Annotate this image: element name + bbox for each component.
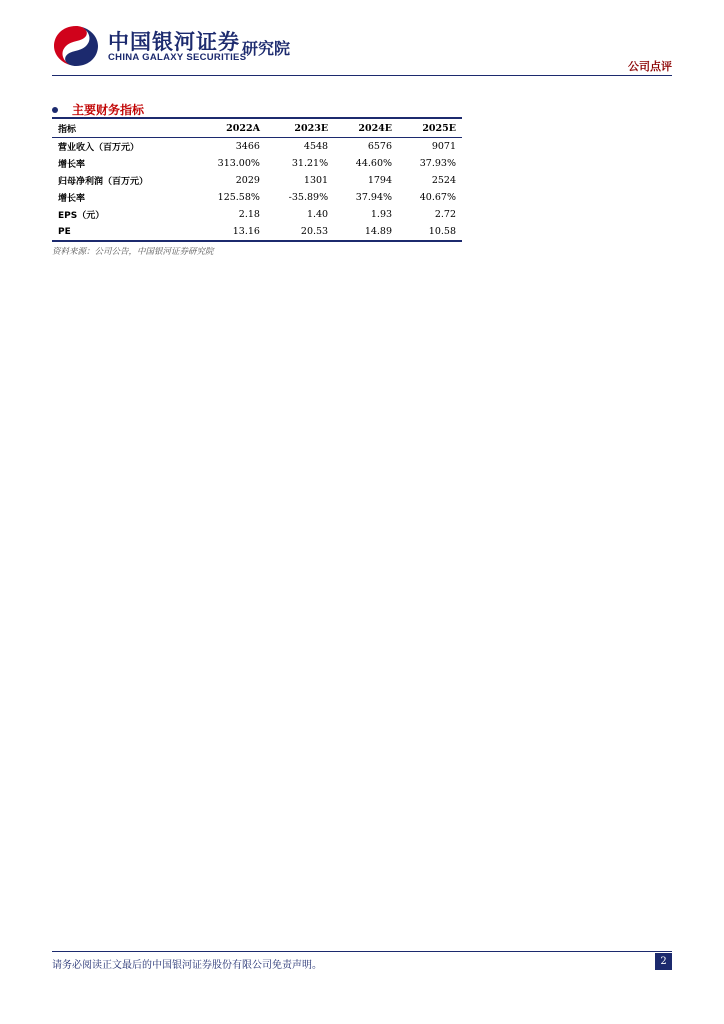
- table-cell: 125.58%: [217, 192, 260, 203]
- table-cell: 3466: [235, 141, 260, 152]
- section-heading: [52, 101, 144, 118]
- table-cell: 313.00%: [217, 158, 260, 169]
- report-type: 公司点评: [628, 60, 672, 73]
- section-title: 主要财务指标: [72, 103, 145, 117]
- table-cell: 2524: [431, 175, 456, 186]
- table-cell: 1.40: [306, 209, 329, 220]
- disclaimer-text: 请务必阅读正文最后的中国银河证券股份有限公司免责声明。: [52, 960, 322, 971]
- galaxy-logo-icon: [52, 24, 100, 68]
- table-cell: 4548: [303, 141, 329, 152]
- row-label: 营业收入（百万元）: [58, 143, 140, 153]
- financial-indicators-table: [52, 117, 462, 242]
- table-cell: 44.60%: [355, 158, 393, 169]
- row-label: EPS（元）: [58, 211, 105, 221]
- row-label: 增长率: [58, 194, 86, 204]
- table-header-row: [52, 118, 462, 138]
- table-cell: 1794: [367, 175, 393, 186]
- column-header: 指标: [52, 118, 194, 138]
- column-header: 2023E: [266, 118, 334, 138]
- bullet-icon: [52, 107, 58, 113]
- page-number: 2: [655, 953, 672, 970]
- table-cell: 2.18: [238, 209, 260, 220]
- table-cell: 37.94%: [355, 192, 393, 203]
- table-cell: 40.67%: [419, 192, 456, 203]
- table-cell: 6576: [367, 141, 393, 152]
- row-label: PE: [58, 226, 71, 237]
- column-header: 2022A: [194, 118, 266, 138]
- table-cell: 37.93%: [419, 158, 456, 169]
- table-row: [52, 155, 462, 172]
- brand-name-cn: 中国银河证券: [108, 30, 240, 54]
- table-cell: 14.89: [364, 226, 393, 237]
- table-cell: 1301: [303, 175, 329, 186]
- table-row: [52, 189, 462, 206]
- row-label: 增长率: [58, 160, 86, 170]
- footer-divider: [52, 951, 672, 952]
- source-note: 资料来源：公司公告，中国银河证券研究院: [52, 247, 214, 257]
- table-cell: 2029: [235, 175, 260, 186]
- row-label: 归母净利润（百万元）: [58, 177, 149, 187]
- table-cell: 1.93: [370, 209, 393, 220]
- table-cell: 10.58: [428, 226, 456, 237]
- table-cell: 20.53: [300, 226, 329, 237]
- table-row: [52, 138, 462, 156]
- table-row: [52, 223, 462, 241]
- table-row: [52, 206, 462, 223]
- table-cell: 9071: [431, 141, 456, 152]
- table-cell: 2.72: [434, 209, 456, 220]
- brand-subtitle: 研究院: [242, 39, 291, 58]
- column-header: 2024E: [334, 118, 398, 138]
- table-cell: -35.89%: [288, 192, 329, 203]
- table-cell: 13.16: [232, 226, 260, 237]
- header-divider: [52, 75, 672, 76]
- table-row: [52, 172, 462, 189]
- brand-name-en: CHINA GALAXY SECURITIES: [108, 52, 247, 63]
- column-header: 2025E: [398, 118, 462, 138]
- table-cell: 31.21%: [291, 158, 329, 169]
